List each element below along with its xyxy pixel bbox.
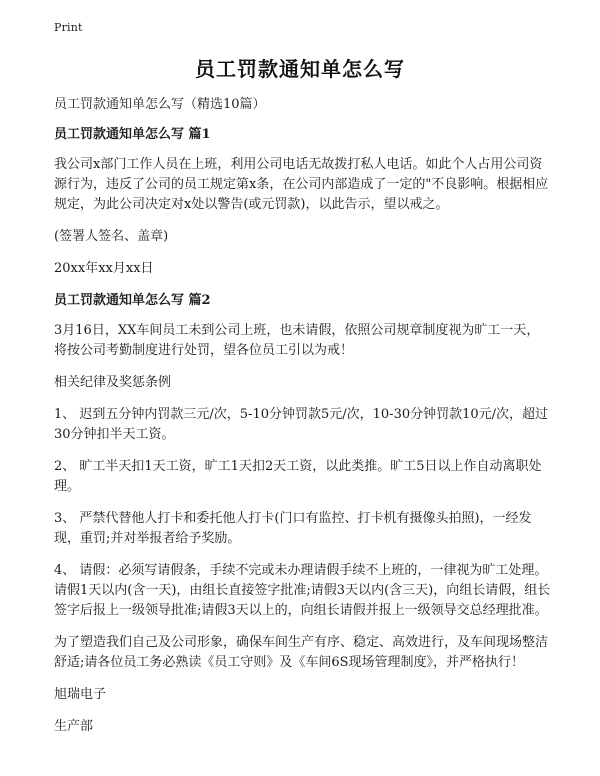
rule-item-1: 1、 迟到五分钟内罚款三元/次，5-10分钟罚款5元/次，10-30分钟罚款10元/次，超过30分钟扣半天工资。 — [54, 407, 549, 442]
print-label: Print — [54, 21, 83, 34]
rule-item-2: 2、 旷工半天扣1天工资，旷工1天扣2天工资，以此类推。旷工5日以上作自动离职处理。 — [54, 459, 542, 494]
section-2-heading: 员工罚款通知单怎么写 篇2 — [54, 293, 211, 308]
page-title: 员工罚款通知单怎么写 — [195, 57, 405, 81]
document-subtitle: 员工罚款通知单怎么写（精选10篇） — [54, 97, 266, 112]
rule-item-3: 3、 严禁代替他人打卡和委托他人打卡(门口有监控、打卡机有摄像头拍照)，一经发现，重罚;并对举报者给予奖励。 — [54, 511, 532, 546]
document-body — [54, 95, 552, 749]
section-1-heading: 员工罚款通知单怎么写 篇1 — [54, 127, 211, 142]
signature-line: (签署人签名、盖章) — [54, 229, 169, 244]
closing-paragraph: 为了塑造我们自己及公司形象，确保车间生产有序、稳定、高效进行，及车间现场整洁舒适;请各位员工务必熟读《员工守则》及《车间6S现场管理制度》，并严格执行！ — [54, 635, 549, 670]
rules-heading: 相关纪律及奖惩条例 — [54, 375, 172, 390]
department-name: 生产部 — [54, 719, 94, 734]
date-line: 20xx年xx月xx日 — [54, 261, 154, 276]
section-1-body: 我公司x部门工作人员在上班，利用公司电话无故拨打私人电话。如此个人占用公司资源行为，违反了公司的员工规定第x条，在公司内部造成了一定的"不良影响。根据相应规定，为此公司决定对x处以警告(或元罚款)，以此告示，望以戒之。 — [54, 157, 549, 212]
company-name: 旭瑞电子 — [54, 687, 107, 702]
rule-item-4: 4、 请假：必须写请假条，手续不完或未办理请假手续不上班的，一律视为旷工处理。请假1天以内(含一天)，由组长直接签字批准;请假3天以内(含三天)，向组长请假，组长签字后报上一级领导批准;请假3天以上的，向组长请假并报上一级领导交总经理批准。 — [54, 563, 551, 618]
section-2-intro: 3月16日，XX车间员工未到公司上班，也未请假，依照公司规章制度视为旷工一天，将按公司考勤制度进行处罚，望各位员工引以为戒！ — [54, 323, 540, 358]
